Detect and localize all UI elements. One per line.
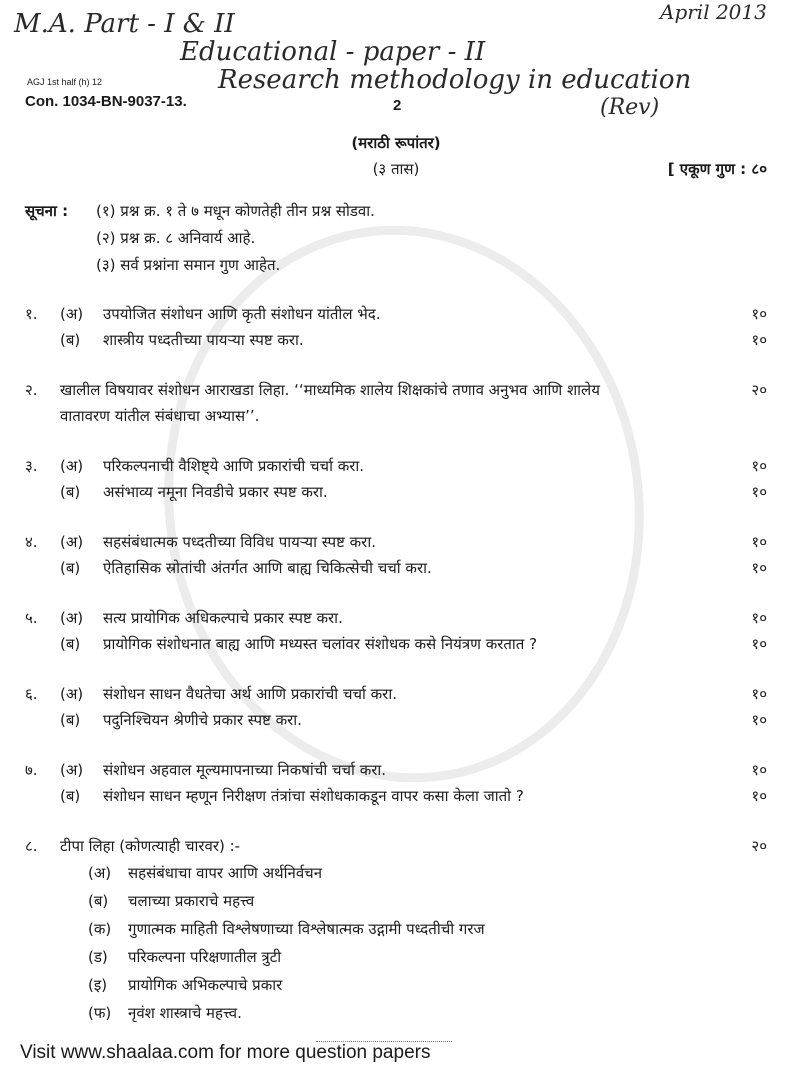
subpart-label: (ड) bbox=[88, 948, 108, 966]
question-number: ८. bbox=[25, 837, 38, 855]
question-part-text: प्रायोगिक संशोधनात बाह्य आणि मध्यस्त चलांवर संशोधक कसे नियंत्रण करतात ? bbox=[103, 635, 538, 653]
question-part-label: (ब) bbox=[60, 635, 81, 653]
question-part-text: पदुनिश्चियन श्रेणीचे प्रकार स्पष्ट करा. bbox=[103, 711, 302, 729]
subpart-label: (फ) bbox=[88, 1004, 112, 1022]
question-text: टीपा लिहा (कोणत्याही चारवर) :- bbox=[60, 837, 241, 855]
question-number: ४. bbox=[25, 533, 38, 551]
question-part-text: असंभाव्य नमूना निवडीचे प्रकार स्पष्ट करा. bbox=[103, 483, 328, 501]
question-marks: १० bbox=[751, 787, 767, 805]
question-part-text: संशोधन साधन वैधतेचा अर्थ आणि प्रकारांची चर्चा करा. bbox=[103, 685, 397, 703]
duration-row bbox=[25, 156, 767, 182]
subpart bbox=[25, 943, 767, 971]
question-marks: १० bbox=[751, 331, 767, 349]
question-text: खालील विषयावर संशोधन आराखडा लिहा. ‘‘माध्यमिक शालेय शिक्षकांचे तणाव अनुभव आणि शालेय bbox=[60, 381, 600, 399]
instructions-label: सूचना : bbox=[25, 202, 69, 220]
question-marks: १० bbox=[751, 685, 767, 703]
con-number: Con. 1034-BN-9037-13. bbox=[25, 93, 187, 110]
question-part bbox=[25, 453, 767, 479]
question-part-text: सत्य प्रायोगिक अधिकल्पाचे प्रकार स्पष्ट करा. bbox=[103, 609, 343, 627]
question-marks: १० bbox=[751, 635, 767, 653]
subpart bbox=[25, 971, 767, 999]
question-part bbox=[25, 327, 767, 353]
handwritten-course: M.A. Part - I & II bbox=[14, 9, 235, 39]
question bbox=[25, 681, 767, 733]
question-text-block bbox=[60, 377, 723, 429]
question bbox=[25, 301, 767, 353]
total-marks: [ एकूण गुण : ८० bbox=[667, 160, 767, 178]
question bbox=[25, 605, 767, 657]
version-label: (मराठी रूपांतर) bbox=[351, 134, 441, 152]
footer bbox=[20, 1041, 767, 1065]
question-number: २. bbox=[25, 381, 38, 399]
question bbox=[25, 529, 767, 581]
question-marks: १० bbox=[751, 761, 767, 779]
paper-code: AGJ 1st half (h) 12 bbox=[27, 77, 103, 87]
instruction-item: (३) सर्व प्रश्नांना समान गुण आहेत. bbox=[96, 256, 281, 274]
question-list bbox=[25, 301, 767, 1027]
question-part-label: (ब) bbox=[60, 559, 81, 577]
duration: (३ तास) bbox=[372, 160, 420, 178]
question-part-label: (अ) bbox=[60, 305, 84, 323]
question-part bbox=[25, 529, 767, 555]
question-part bbox=[25, 605, 767, 631]
subpart-text: नृवंश शास्त्राचे महत्त्व. bbox=[128, 1004, 242, 1022]
subpart bbox=[25, 859, 767, 887]
subpart-label: (ब) bbox=[88, 892, 109, 910]
subpart-text: परिकल्पना परिक्षणातील त्रुटी bbox=[128, 948, 282, 966]
question bbox=[25, 453, 767, 505]
question-part-text: सहसंबंधात्मक पध्दतीच्या विविध पायऱ्या स्पष्ट करा. bbox=[103, 533, 376, 551]
footer-dotted-line bbox=[316, 1041, 452, 1042]
question-part-text: परिकल्पनाची वैशिष्ट्ये आणि प्रकारांची चर्चा करा. bbox=[103, 457, 365, 475]
question-part-label: (ब) bbox=[60, 483, 81, 501]
question-marks: १० bbox=[751, 711, 767, 729]
question-marks: १० bbox=[751, 559, 767, 577]
question-marks: १० bbox=[751, 533, 767, 551]
question-part-text: उपयोजित संशोधन आणि कृती संशोधन यांतील भेद. bbox=[103, 305, 381, 323]
question-part bbox=[25, 555, 767, 581]
question-number: ५. bbox=[25, 609, 38, 627]
question-marks: २० bbox=[751, 381, 767, 399]
page-number: 2 bbox=[393, 97, 402, 114]
question-part-text: ऐतिहासिक स्रोतांची अंतर्गत आणि बाह्य चिकित्सेची चर्चा करा. bbox=[103, 559, 432, 577]
question-part-label: (ब) bbox=[60, 331, 81, 349]
question-row bbox=[25, 833, 767, 859]
question-row bbox=[25, 377, 767, 429]
subpart-text: गुणात्मक माहिती विश्लेषणाच्या विश्लेषात्मक उद्गामी पध्दतीची गरज bbox=[128, 920, 485, 938]
question bbox=[25, 833, 767, 1027]
question-part-label: (अ) bbox=[60, 457, 84, 475]
footer-link-text: Visit www.shaalaa.com for more question papers bbox=[20, 1042, 431, 1063]
question-part-label: (अ) bbox=[60, 761, 84, 779]
subpart-label: (इ) bbox=[88, 976, 108, 994]
question-part bbox=[25, 479, 767, 505]
question-part bbox=[25, 301, 767, 327]
subpart bbox=[25, 887, 767, 915]
question-part-label: (अ) bbox=[60, 609, 84, 627]
subpart-text: सहसंबंधाचा वापर आणि अर्थनिर्वचन bbox=[128, 864, 323, 882]
handwritten-subject: Research methodology in education bbox=[218, 65, 692, 95]
question-part-label: (ब) bbox=[60, 711, 81, 729]
question-part bbox=[25, 757, 767, 783]
instructions bbox=[25, 198, 767, 279]
question-part bbox=[25, 707, 767, 733]
question-marks: १० bbox=[751, 609, 767, 627]
question-marks: २० bbox=[751, 837, 767, 855]
subpart-text: चलाच्या प्रकाराचे महत्त्व bbox=[128, 892, 255, 910]
question-marks: १० bbox=[751, 305, 767, 323]
question-part-text: संशोधन अहवाल मूल्यमापनाच्या निकषांची चर्चा करा. bbox=[103, 761, 387, 779]
question-marks: १० bbox=[751, 457, 767, 475]
subpart bbox=[25, 999, 767, 1027]
question-marks: १० bbox=[751, 483, 767, 501]
instruction-item: (२) प्रश्न क्र. ८ अनिवार्य आहे. bbox=[96, 229, 256, 247]
subpart-label: (क) bbox=[88, 920, 112, 938]
question-number: ७. bbox=[25, 761, 38, 779]
handwritten-date: April 2013 bbox=[660, 0, 767, 24]
subpart-text: प्रायोगिक अभिकल्पाचे प्रकार bbox=[128, 976, 283, 994]
question-text: वातावरण यांतील संबंधाचा अभ्यास’’. bbox=[60, 407, 260, 425]
question-part bbox=[25, 631, 767, 657]
question-part-text: शास्त्रीय पध्दतीच्या पायऱ्या स्पष्ट करा. bbox=[103, 331, 304, 349]
question-number: १. bbox=[25, 305, 38, 323]
question-part-text: संशोधन साधन म्हणून निरीक्षण तंत्रांचा संशोधकाकडून वापर कसा केला जातो ? bbox=[103, 787, 524, 805]
question-text-block bbox=[60, 833, 723, 859]
question-part bbox=[25, 783, 767, 809]
subpart bbox=[25, 915, 767, 943]
question-number: ६. bbox=[25, 685, 38, 703]
question bbox=[25, 757, 767, 809]
question-number: ३. bbox=[25, 457, 38, 475]
question-part-label: (अ) bbox=[60, 685, 84, 703]
subpart-label: (अ) bbox=[88, 864, 112, 882]
question-part bbox=[25, 681, 767, 707]
question bbox=[25, 377, 767, 429]
question-part-label: (अ) bbox=[60, 533, 84, 551]
instruction-item: (१) प्रश्न क्र. १ ते ७ मधून कोणतेही तीन प्रश्न सोडवा. bbox=[96, 202, 375, 220]
handwritten-paper: Educational - paper - II bbox=[180, 37, 486, 67]
question-part-label: (ब) bbox=[60, 787, 81, 805]
handwritten-rev: (Rev) bbox=[600, 95, 660, 120]
